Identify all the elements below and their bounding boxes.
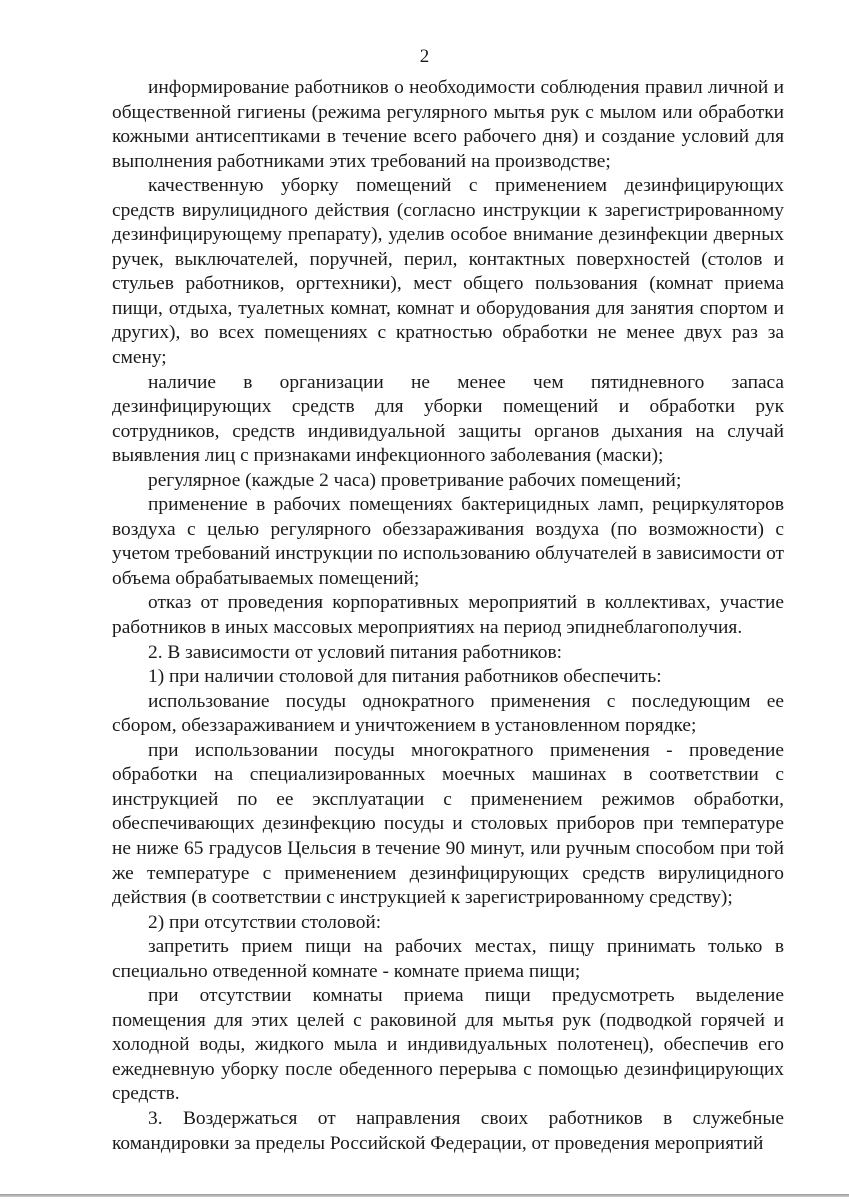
paragraph-uv-lamps: применение в рабочих помещениях бактерицидных ламп, рециркуляторов воздуха с целью регулярного обеззараживания воздуха (по возможности) с учетом требований инструкции по использованию облучателей в зависимости от объема обрабатываемых помещений; (112, 494, 784, 589)
paragraph-disinfectant-supply: наличие в организации не менее чем пятидневного запаса дезинфицирующих средств для уборки помещений и обработки рук сотрудников, средств индивидуальной защиты органов дыхания на случай выявления лиц с признаками инфекционного заболевания (маски); (112, 371, 784, 467)
paragraph-reusable-dishes: при использовании посуды многократного применения - проведение обработки на специализированных моечных машинах в соответствии с инструкцией по ее эксплуатации с применением режимов обработки, обеспечивающих дезинфекцию посуды и столовых приборов при температуре не ниже 65 градусов Цельсия в течение 90 минут, или ручным способом при той же температуре с применением дезинфицирующих средств вирулицидного действия (в соответствии с инструкцией к зарегистрированному средству); (112, 739, 784, 909)
paragraph-eating-room: при отсутствии комнаты приема пищи предусмотреть выделение помещения для этих целей с раковиной для мытья рук (подводкой горячей и холодной воды, жидкого мыла и индивидуальных полотенец), обеспечив его ежедневную уборку после обеденного перерыва с помощью дезинфицирующих средств. (112, 985, 784, 1105)
paragraph-section-2: 2. В зависимости от условий питания работников: (148, 641, 563, 663)
paragraph-canteen-present: 1) при наличии столовой для питания работников обеспечить: (148, 666, 662, 688)
paragraph-corporate-events: отказ от проведения корпоративных мероприятий в коллективах, участие работников в иных массовых мероприятиях на период эпиднеблагополучия. (112, 592, 784, 639)
paragraph-no-eating-at-desk: запретить прием пищи на рабочих местах, пищу принимать только в специально отведенной комнате - комнате приема пищи; (112, 936, 784, 982)
paragraph-section-3: 3. Воздержаться от направления своих работников в служебные командировки за пределы Российской Федерации, от проведения мероприятий (112, 1107, 784, 1154)
page-number: 2 (419, 46, 430, 67)
paragraph-hygiene-info: информирование работников о необходимости соблюдения правил личной и общественной гигиены (режима регулярного мытья рук с мылом или обработки кожными антисептиками в течение всего рабочего дня) и создание условий для выполнения работниками этих требований на производстве; (112, 77, 784, 172)
document-body (112, 76, 784, 1156)
scan-edge-line (0, 1194, 849, 1197)
paragraph-disposable-dishes: использование посуды однократного применения с последующим ее сбором, обеззараживанием и уничтожением в установленном порядке; (112, 690, 784, 737)
paragraph-canteen-absent: 2) при отсутствии столовой: (148, 911, 382, 933)
paragraph-cleaning: качественную уборку помещений с применением дезинфицирующих средств вирулицидного действия (согласно инструкции к зарегистрированному дезинфицирующему препарату), уделив особое внимание дезинфекции дверных ручек, выключателей, поручней, перил, контактных поверхностей (столов и стульев работников, оргтехники), мест общего пользования (комнат приема пищи, отдыха, туалетных комнат, комнат и оборудования для занятия спортом и других), во всех помещениях с кратностью обработки не менее двух раз за смену; (112, 175, 784, 369)
paragraph-ventilation: регулярное (каждые 2 часа) проветривание рабочих помещений; (148, 469, 682, 491)
